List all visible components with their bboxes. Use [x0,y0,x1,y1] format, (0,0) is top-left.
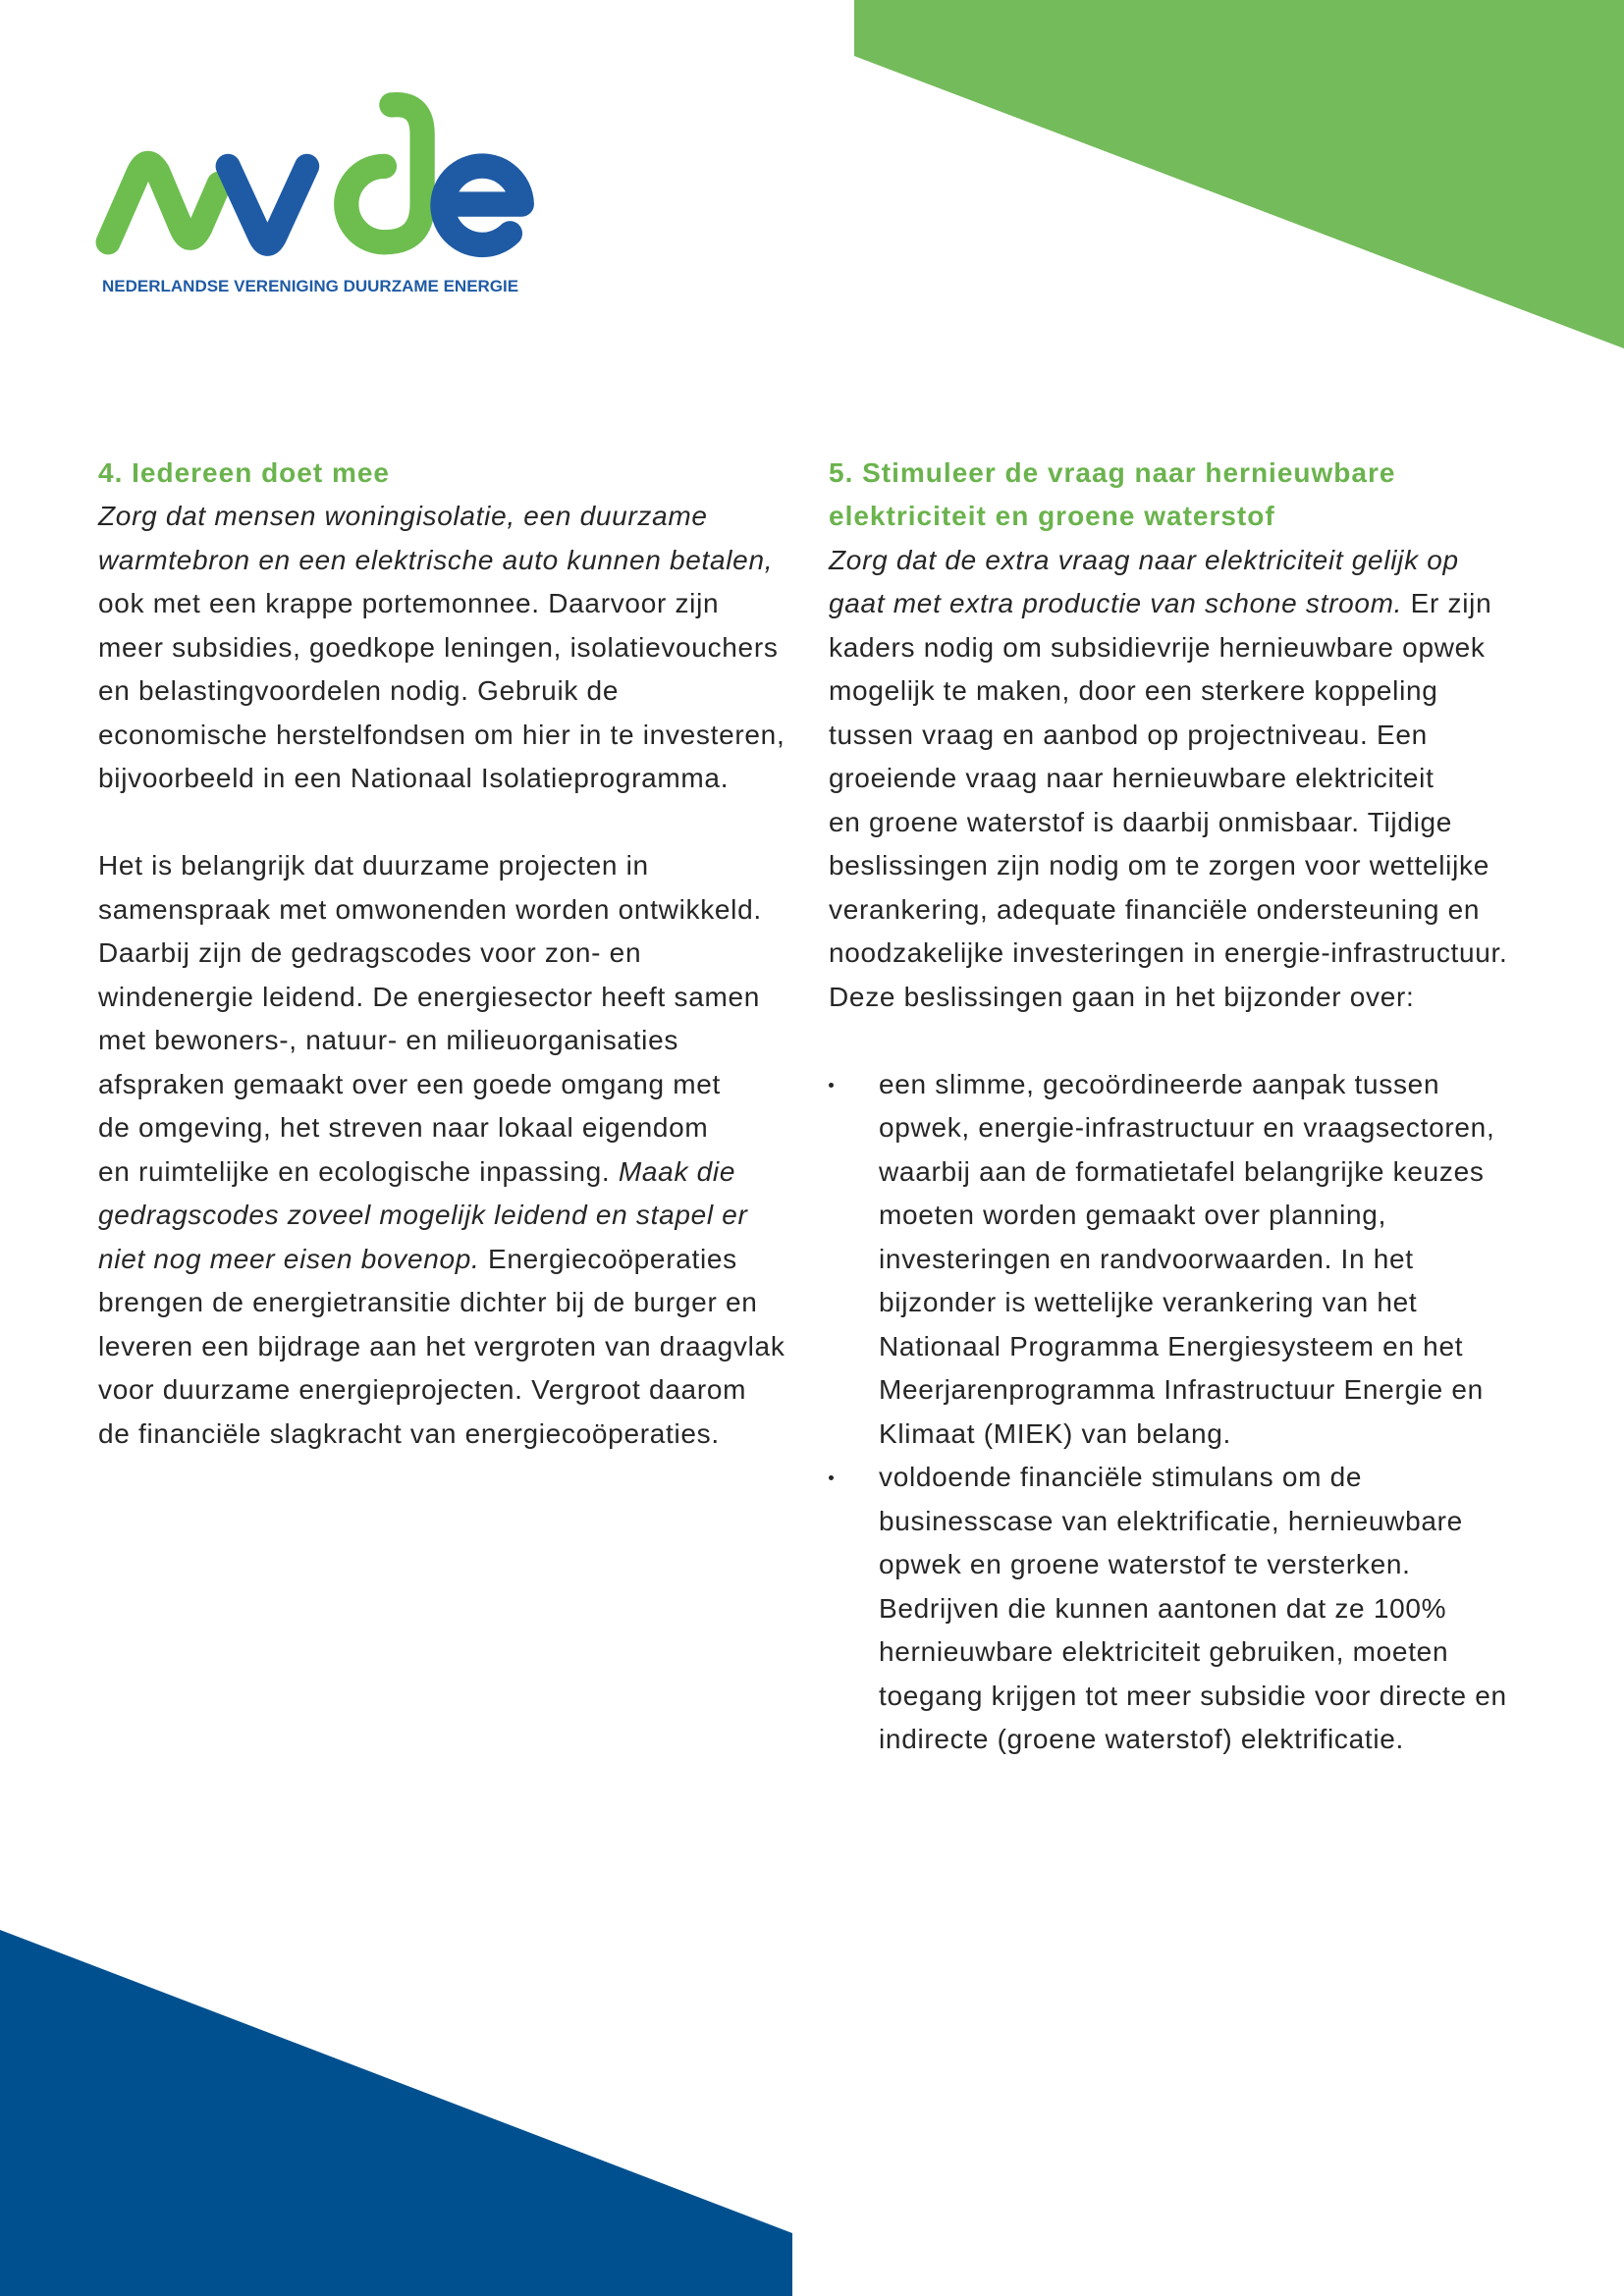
body-text: Deze beslissingen gaan in het bijzonder over: [829,981,1415,1012]
text-line [98,1194,805,1238]
text-line [879,1281,1536,1325]
emphasis-text: Zorg dat mensen woningisolatie, een duurzame [98,501,708,531]
body-text: mogelijk te maken, door een sterkere koppeling [829,675,1438,706]
body-text: Klimaat (MIEK) van belang. [879,1417,1232,1449]
body-text: beslissingen zijn nodig om te zorgen voor wettelijke [829,850,1489,881]
text-line [829,757,1536,801]
body-text: Nationaal Programma Energiesysteem en het [879,1330,1464,1362]
body-text: tussen vraag en aanbod op projectniveau. Een [829,719,1428,750]
text-line [829,801,1536,845]
emphasis-text: gaat met extra productie van schone stroom. [829,588,1403,618]
body-text: voldoende financiële stimulans om de [879,1462,1363,1492]
text-line [98,1063,805,1107]
logo-letter-d-bowl [347,166,385,241]
paragraph [98,495,805,801]
body-text: de omgeving, het streven naar lokaal eigendom [98,1112,709,1143]
text-line [879,1675,1536,1719]
text-line [98,626,805,670]
body-text: economische herstelfondsen om hier in te investeren, [98,719,785,750]
bullet-item [829,1456,1536,1762]
body-text: de financiële slagkracht van energiecoöperaties. [98,1417,720,1449]
text-line [829,582,1536,626]
text-line [98,714,805,758]
text-line [879,1543,1536,1587]
body-text: voor duurzame energieprojecten. Vergroot daarom [98,1374,747,1405]
body-text: moeten worden gemaakt over planning, [879,1200,1387,1230]
heading-line: 5. Stimuleer de vraag naar hernieuwbare [829,456,1396,488]
emphasis-text: niet nog meer eisen bovenop. [98,1243,480,1274]
text-line [879,1150,1536,1195]
body-text: leveren een bijdrage aan het vergroten van draagvlak [98,1330,785,1362]
column-right [829,452,1536,1762]
body-text: bijvoorbeeld in een Nationaal Isolatieprogramma. [98,763,730,793]
body-text: kaders nodig om subsidievrije hernieuwbare opwek [829,631,1486,663]
body-text: verankering, adequate financiële ondersteuning en [829,893,1481,925]
heading-line: elektriciteit en groene waterstof [829,501,1275,531]
body-text: Energiecoöperaties [479,1243,737,1274]
text-line [879,1500,1536,1544]
body-text: Er zijn [1402,588,1492,618]
text-line [829,976,1536,1020]
text-line [879,1063,1536,1107]
text-line [829,539,1536,583]
text-line [98,976,805,1020]
emphasis-text: Zorg dat de extra vraag naar elektriciteit gelijk op [829,544,1459,575]
text-line [98,1413,805,1457]
body-text: met bewoners-, natuur- en milieuorganisaties [98,1025,679,1055]
text-line [879,1106,1536,1150]
text-line [98,1150,805,1195]
logo-letter-v [228,166,306,243]
body-text: businesscase van elektrificatie, hernieuwbare [879,1505,1463,1536]
heading-line: 4. Iedereen doet mee [98,456,391,488]
logo-letter-n [108,163,219,241]
section-heading [98,452,805,496]
bullet-item [829,1063,1536,1457]
body-text: opwek en groene waterstof te versterken. [879,1549,1411,1579]
body-text: samenspraak met omwonenden worden ontwikkeld. [98,893,762,925]
text-line [879,1238,1536,1282]
green-corner-triangle [854,0,1624,348]
text-line [98,1325,805,1369]
body-text: Daarbij zijn de gedragscodes voor zon- en [98,937,642,968]
bullet-list [829,1063,1536,1762]
body-text: noodzakelijke investeringen in energie-infrastructuur. [829,937,1508,968]
text-line [829,714,1536,758]
bullet-dot-icon [829,1083,834,1088]
text-line [98,582,805,626]
body-text: Meerjarenprogramma Infrastructuur Energie en [879,1374,1484,1405]
body-text: Het is belangrijk dat duurzame projecten in [98,850,649,881]
column-left [98,452,805,1457]
text-line [829,844,1536,888]
text-line [879,1325,1536,1369]
section-heading [829,452,1536,539]
body-text: en belastingvoordelen nodig. Gebruik de [98,675,620,706]
body-text: ook met een krappe portemonnee. Daarvoor zijn [98,588,720,618]
text-line [879,1718,1536,1762]
text-line [829,888,1536,933]
text-line [98,539,805,583]
text-line [879,1456,1536,1500]
body-text: groeiende vraag naar hernieuwbare elektriciteit [829,763,1435,793]
text-line [98,888,805,933]
body-text: hernieuwbare elektriciteit gebruiken, moeten [879,1636,1449,1667]
body-text: windenergie leidend. De energiesector heeft samen [98,981,761,1012]
body-text: waarbij aan de formatietafel belangrijke keuzes [879,1155,1485,1187]
paragraph [98,844,805,1456]
text-line [98,1281,805,1325]
text-line [879,1413,1536,1457]
emphasis-text: gedragscodes zoveel mogelijk leidend en stapel er [98,1200,748,1230]
emphasis-text: Maak die [618,1155,736,1187]
body-text: brengen de energietransitie dichter bij de burger en [98,1287,758,1317]
bullet-dot-icon [829,1475,834,1480]
text-line [829,626,1536,670]
text-line [98,1238,805,1282]
text-line [98,669,805,714]
body-text: investeringen en randvoorwaarden. In het [879,1243,1414,1274]
body-text: indirecte (groene waterstof) elektrificatie. [879,1724,1405,1754]
body-text: meer subsidies, goedkope leningen, isolatievouchers [98,631,779,663]
text-line [879,1194,1536,1238]
text-line [829,669,1536,714]
body-text: en ruimtelijke en ecologische inpassing. [98,1155,619,1187]
paragraph [829,539,1536,1020]
body-text: bijzonder is wettelijke verankering van het [879,1287,1418,1317]
logo-tagline: NEDERLANDSE VERENIGING DUURZAME ENERGIE [102,277,519,295]
body-text: toegang krijgen tot meer subsidie voor directe en [879,1680,1507,1711]
body-text: en groene waterstof is daarbij onmisbaar. Tijdige [829,806,1453,837]
text-line [98,1368,805,1413]
logo-letter-e [443,166,521,244]
text-line [879,1587,1536,1631]
body-text: Bedrijven die kunnen aantonen dat ze 100% [879,1592,1447,1624]
text-line [98,757,805,801]
emphasis-text: warmtebron en een elektrische auto kunnen betalen, [98,544,774,575]
blue-corner-triangle [0,1930,792,2296]
body-text: een slimme, gecoördineerde aanpak tussen [879,1068,1440,1099]
text-line [829,932,1536,976]
text-line [98,844,805,888]
body-text: opwek, energie-infrastructuur en vraagsectoren, [879,1112,1495,1143]
text-line [98,1106,805,1150]
text-line [98,495,805,539]
text-line [98,932,805,976]
text-line [879,1630,1536,1675]
body-text: afspraken gemaakt over een goede omgang met [98,1068,722,1099]
text-line [879,1368,1536,1413]
nvde-logo-icon [87,87,541,270]
text-line [98,1019,805,1063]
